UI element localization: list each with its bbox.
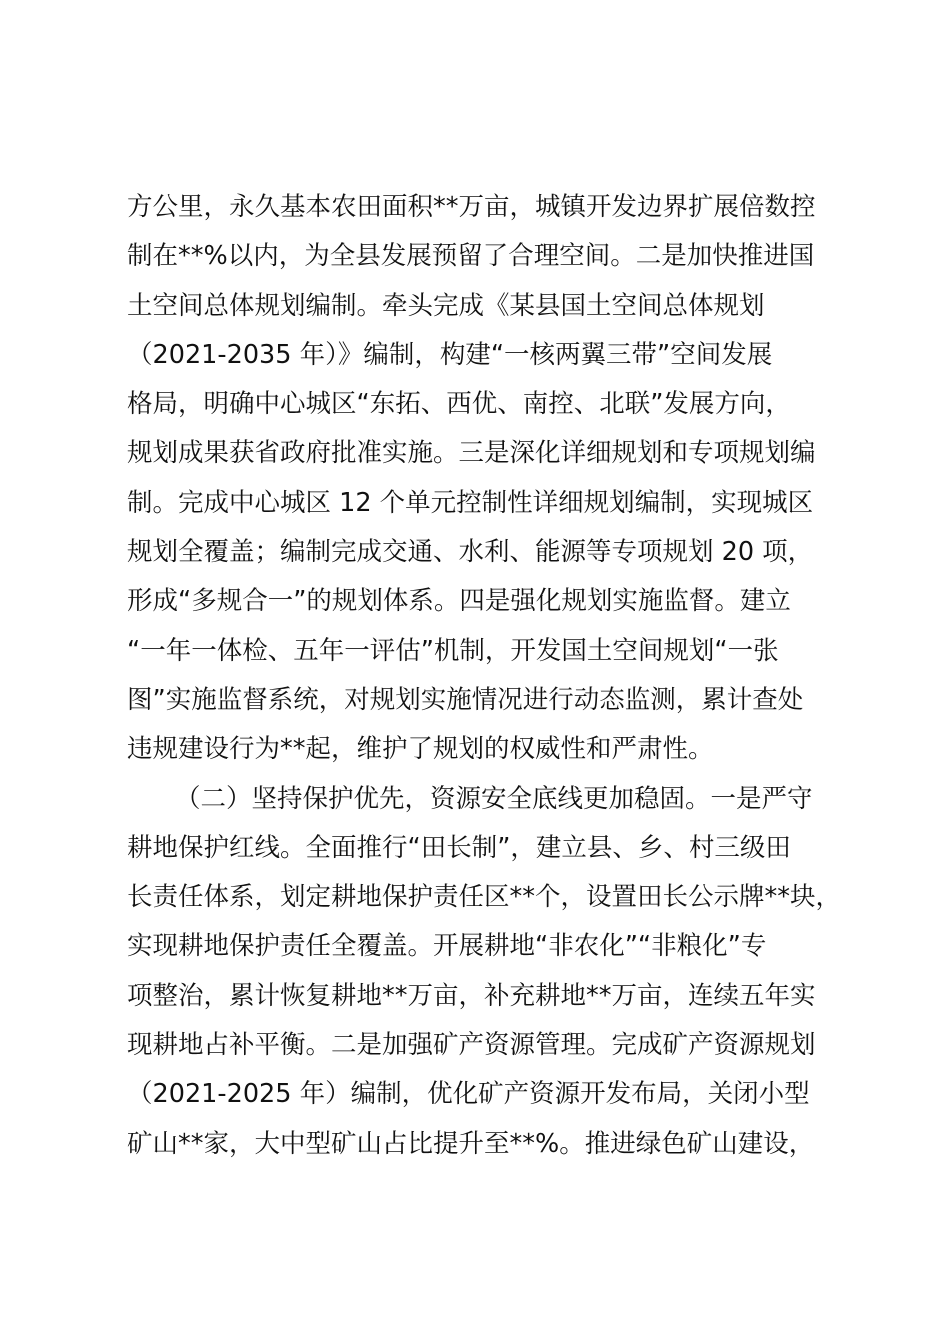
text-line: （2021-2025 年）编制，优化矿产资源开发布局，关闭小型 bbox=[127, 1079, 810, 1110]
text-line: 实现耕地保护责任全覆盖。开展耕地“非农化”“非粮化”专 bbox=[127, 931, 767, 962]
text-line: “一年一体检、五年一评估”机制，开发国土空间规划“一张 bbox=[127, 635, 779, 666]
text-line: 方公里，永久基本农田面积**万亩，城镇开发边界扩展倍数控 bbox=[127, 192, 816, 222]
text-line: 制。完成中心城区 12 个单元控制性详细规划编制，实现城区 bbox=[127, 487, 814, 518]
text-line: 图”实施监督系统，对规划实施情况进行动态监测，累计查处 bbox=[127, 684, 804, 715]
text-line: 规划全覆盖；编制完成交通、水利、能源等专项规划 20 项， bbox=[127, 537, 814, 568]
text-line: 耕地保护红线。全面推行“田长制”，建立县、乡、村三级田 bbox=[127, 832, 791, 863]
text-line: （2021-2035 年）》编制，构建“一核两翼三带”空间发展 bbox=[127, 339, 773, 370]
text-line: 土空间总体规划编制。牵头完成《某县国土空间总体规划 bbox=[127, 290, 765, 321]
text-line: 形成“多规合一”的规划体系。四是强化规划实施监督。建立 bbox=[127, 586, 791, 617]
body-text bbox=[127, 183, 847, 1169]
text-line: 制在**%以内，为全县发展预留了合理空间。二是加快推进国 bbox=[127, 241, 815, 272]
text-line: 矿山**家，大中型矿山占比提升至**%。推进绿色矿山建设， bbox=[127, 1128, 815, 1159]
text-line: 长责任体系，划定耕地保护责任区**个，设置田长公示牌**块， bbox=[127, 882, 842, 913]
text-line: 违规建设行为**起，维护了规划的权威性和严肃性。 bbox=[127, 734, 714, 765]
text-line: 格局，明确中心城区“东拓、西优、南控、北联”发展方向， bbox=[127, 389, 791, 420]
section-heading-line: （二）坚持保护优先，资源安全底线更加稳固。一是严守 bbox=[175, 783, 813, 814]
text-line: 规划成果获省政府批准实施。三是深化详细规划和专项规划编 bbox=[127, 438, 816, 469]
text-line: 现耕地占补平衡。二是加强矿产资源管理。完成矿产资源规划 bbox=[127, 1030, 816, 1061]
text-line: 项整治，累计恢复耕地**万亩，补充耕地**万亩，连续五年实 bbox=[127, 980, 816, 1011]
